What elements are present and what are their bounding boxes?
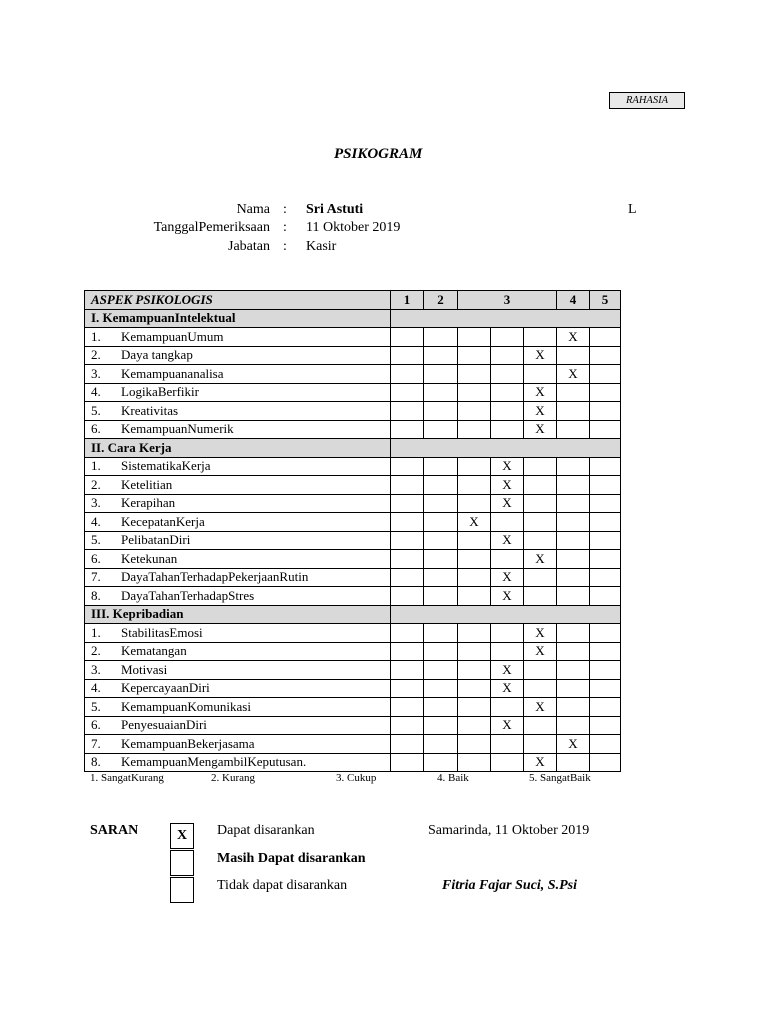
score-cell[interactable] [590,402,621,421]
score-cell[interactable] [590,679,621,698]
item-number: 4. [91,513,101,529]
item-number: 3. [91,661,101,677]
score-cell[interactable] [391,420,424,439]
score-cell[interactable] [557,550,590,569]
score-cell[interactable] [524,328,557,347]
item-number: 8. [91,754,101,770]
score-cell[interactable] [524,716,557,735]
score-cell[interactable] [491,365,524,384]
gender-value: L [628,202,637,217]
aspect-cell [85,642,391,661]
score-cell[interactable] [524,365,557,384]
score-cell[interactable] [590,383,621,402]
section-title: III. Kepribadian [85,605,391,624]
score-cell[interactable] [424,402,458,421]
score-cell[interactable] [391,457,424,476]
score-cell[interactable] [424,568,458,587]
item-name: KemampuanMengambilKeputusan. [121,754,307,770]
aspect-cell [85,457,391,476]
score-cell[interactable] [458,679,491,698]
item-name: KemampuanUmum [121,328,224,344]
score-cell[interactable] [491,753,524,772]
score-cell[interactable] [557,661,590,680]
score-cell[interactable] [458,383,491,402]
score-cell[interactable] [391,550,424,569]
score-mark[interactable]: X [491,531,524,550]
table-row [85,661,621,680]
item-number: 1. [91,328,101,344]
score-cell[interactable] [391,698,424,717]
score-cell[interactable] [424,328,458,347]
score-cell[interactable] [590,661,621,680]
score-cell[interactable] [590,642,621,661]
position-value: Kasir [306,239,337,254]
score-cell[interactable] [391,753,424,772]
item-number: 5. [91,402,101,418]
item-name: LogikaBerfikir [121,384,199,400]
score-cell[interactable] [424,513,458,532]
score-mark[interactable]: X [524,624,557,643]
item-name: DayaTahanTerhadapPekerjaanRutin [121,569,309,585]
score-cell[interactable] [424,642,458,661]
score-cell[interactable] [391,568,424,587]
score-mark[interactable]: X [557,365,590,384]
score-mark[interactable]: X [491,587,524,606]
legend-item: 3. Cukup [336,772,377,784]
item-number: 3. [91,495,101,511]
psychogram-table [84,290,621,772]
score-mark[interactable]: X [524,698,557,717]
score-mark[interactable]: X [491,661,524,680]
score-cell[interactable] [557,476,590,495]
aspect-cell [85,328,391,347]
score-cell[interactable] [590,513,621,532]
table-row [85,550,621,569]
score-mark[interactable]: X [524,642,557,661]
item-name: Kerapihan [121,495,176,511]
score-cell[interactable] [458,753,491,772]
name-value: Sri Astuti [306,202,364,217]
score-cell[interactable] [391,642,424,661]
score-cell[interactable] [424,346,458,365]
aspect-cell [85,476,391,495]
score-cell[interactable] [590,550,621,569]
score-1-header: 1 [391,291,424,310]
table-row [85,679,621,698]
aspect-cell [85,735,391,754]
item-name: Ketekunan [121,550,178,566]
score-cell[interactable] [491,346,524,365]
score-cell[interactable] [458,550,491,569]
score-cell[interactable] [524,457,557,476]
score-cell[interactable] [458,642,491,661]
score-cell[interactable] [424,753,458,772]
table-row [85,753,621,772]
score-cell[interactable] [424,494,458,513]
score-cell[interactable] [391,494,424,513]
option-not-recommended: Tidak dapat disarankan [217,878,348,893]
score-cell[interactable] [391,383,424,402]
score-cell[interactable] [458,661,491,680]
score-cell[interactable] [458,494,491,513]
table-row [85,402,621,421]
score-cell[interactable] [458,531,491,550]
score-cell[interactable] [524,494,557,513]
score-cell[interactable] [424,587,458,606]
score-cell[interactable] [590,346,621,365]
aspect-cell [85,753,391,772]
table-row [85,735,621,754]
score-cell[interactable] [524,587,557,606]
legend-item: 5. SangatBaik [529,772,591,784]
score-cell[interactable] [524,476,557,495]
score-cell[interactable] [491,513,524,532]
table-row [85,531,621,550]
score-cell[interactable] [424,716,458,735]
item-name: SistematikaKerja [121,458,211,474]
item-number: 4. [91,680,101,696]
score-cell[interactable] [491,550,524,569]
score-cell[interactable] [557,587,590,606]
place-date: Samarinda, 11 Oktober 2019 [428,823,590,838]
score-cell[interactable] [424,550,458,569]
score-mark[interactable]: X [491,494,524,513]
score-cell[interactable] [424,735,458,754]
score-mark[interactable]: X [491,457,524,476]
score-cell[interactable] [557,753,590,772]
score-cell[interactable] [458,587,491,606]
score-cell[interactable] [590,698,621,717]
item-name: PelibatanDiri [121,532,191,548]
score-mark[interactable]: X [491,679,524,698]
table-row [85,476,621,495]
score-cell[interactable] [458,735,491,754]
score-cell[interactable] [524,513,557,532]
score-cell[interactable] [590,494,621,513]
score-cell[interactable] [424,457,458,476]
item-number: 7. [91,569,101,585]
table-row [85,716,621,735]
item-name: Kematangan [121,643,187,659]
score-cell[interactable] [590,587,621,606]
score-cell[interactable] [458,420,491,439]
score-cell[interactable] [590,568,621,587]
score-cell[interactable] [491,698,524,717]
score-cell[interactable] [590,420,621,439]
item-number: 6. [91,421,101,437]
table-row [85,568,621,587]
item-name: DayaTahanTerhadapStres [121,587,255,603]
item-number: 2. [91,347,101,363]
score-cell[interactable] [391,402,424,421]
score-cell[interactable] [590,457,621,476]
item-name: Kreativitas [121,402,179,418]
item-number: 2. [91,476,101,492]
score-cell[interactable] [557,698,590,717]
score-cell[interactable] [391,679,424,698]
table-row [85,624,621,643]
score-cell[interactable] [524,568,557,587]
section-title: I. KemampuanIntelektual [85,309,391,328]
item-name: KemampuanBekerjasama [121,735,255,751]
score-cell[interactable] [424,383,458,402]
score-cell[interactable] [491,383,524,402]
name-label: Nama [236,202,270,217]
score-cell[interactable] [557,513,590,532]
aspect-cell [85,679,391,698]
score-mark[interactable]: X [524,753,557,772]
score-cell[interactable] [524,735,557,754]
option-recommended: Dapat disarankan [217,823,315,838]
score-mark[interactable]: X [458,513,491,532]
item-number: 6. [91,550,101,566]
score-cell[interactable] [458,457,491,476]
aspect-cell [85,346,391,365]
score-cell[interactable] [491,642,524,661]
score-cell[interactable] [391,624,424,643]
score-cell[interactable] [391,365,424,384]
score-cell[interactable] [590,531,621,550]
section-fill [391,309,621,328]
score-cell[interactable] [557,346,590,365]
score-cell[interactable] [391,587,424,606]
table-row [85,383,621,402]
score-cell[interactable] [590,716,621,735]
score-cell[interactable] [424,531,458,550]
score-cell[interactable] [557,624,590,643]
score-cell[interactable] [590,328,621,347]
score-cell[interactable] [424,698,458,717]
score-mark[interactable]: X [524,383,557,402]
score-mark[interactable]: X [491,476,524,495]
score-cell[interactable] [458,346,491,365]
aspect-cell [85,716,391,735]
score-mark[interactable]: X [524,402,557,421]
score-mark[interactable]: X [524,420,557,439]
score-mark[interactable]: X [491,716,524,735]
legend-item: 2. Kurang [211,772,255,784]
still-recommended-checkbox[interactable] [170,850,194,876]
score-cell[interactable] [391,328,424,347]
item-name: KemampuanNumerik [121,421,234,437]
score-cell[interactable] [524,661,557,680]
table-row [85,494,621,513]
score-cell[interactable] [391,735,424,754]
score-cell[interactable] [590,365,621,384]
score-2-header: 2 [424,291,458,310]
section-fill [391,605,621,624]
score-cell[interactable] [424,365,458,384]
score-cell[interactable] [491,328,524,347]
legend-item: 4. Baik [437,772,469,784]
item-name: StabilitasEmosi [121,624,203,640]
score-cell[interactable] [424,679,458,698]
exam-date-colon: : [283,220,287,235]
exam-date-value: 11 Oktober 2019 [306,220,401,235]
score-cell[interactable] [458,365,491,384]
item-number: 5. [91,698,101,714]
aspect-cell [85,624,391,643]
item-number: 5. [91,532,101,548]
item-number: 7. [91,735,101,751]
score-cell[interactable] [491,735,524,754]
table-row [85,642,621,661]
score-cell[interactable] [557,383,590,402]
table-row [85,587,621,606]
aspect-header: ASPEK PSIKOLOGIS [85,291,391,310]
score-mark[interactable]: X [557,735,590,754]
aspect-cell [85,494,391,513]
score-cell[interactable] [424,661,458,680]
score-cell[interactable] [557,568,590,587]
item-number: 1. [91,624,101,640]
table-row [85,698,621,717]
item-number: 6. [91,717,101,733]
score-4-header: 4 [557,291,590,310]
item-name: PenyesuaianDiri [121,717,207,733]
score-mark[interactable]: X [524,550,557,569]
score-cell[interactable] [458,476,491,495]
score-cell[interactable] [557,716,590,735]
score-5-header: 5 [590,291,621,310]
recommended-checkbox[interactable]: X [170,823,194,849]
score-cell[interactable] [424,420,458,439]
aspect-cell [85,698,391,717]
score-mark[interactable]: X [524,346,557,365]
item-name: KepercayaanDiri [121,680,210,696]
exam-date-label: TanggalPemeriksaan [153,220,270,235]
score-cell[interactable] [391,476,424,495]
score-cell[interactable] [491,402,524,421]
score-cell[interactable] [491,624,524,643]
aspect-cell [85,661,391,680]
score-cell[interactable] [524,679,557,698]
score-cell[interactable] [557,642,590,661]
name-colon: : [283,202,287,217]
section-row [85,605,621,624]
saran-label: SARAN [90,823,139,838]
aspect-cell [85,568,391,587]
score-cell[interactable] [557,679,590,698]
score-cell[interactable] [590,735,621,754]
section-title: II. Cara Kerja [85,439,391,458]
item-number: 1. [91,458,101,474]
score-cell[interactable] [458,716,491,735]
position-colon: : [283,239,287,254]
legend-item: 1. SangatKurang [90,772,164,784]
aspect-cell [85,531,391,550]
aspect-cell [85,402,391,421]
item-name: Motivasi [121,661,168,677]
table-row [85,513,621,532]
score-cell[interactable] [458,568,491,587]
score-cell[interactable] [458,402,491,421]
score-cell[interactable] [458,328,491,347]
score-cell[interactable] [557,420,590,439]
score-cell[interactable] [557,402,590,421]
signer-name: Fitria Fajar Suci, S.Psi [442,878,577,893]
item-number: 8. [91,587,101,603]
item-name: KemampuanKomunikasi [121,698,251,714]
section-fill [391,439,621,458]
confidential-stamp: RAHASIA [609,92,685,109]
position-label: Jabatan [228,239,270,254]
item-name: Ketelitian [121,476,173,492]
table-row [85,365,621,384]
item-name: KecepatanKerja [121,513,205,529]
table-row [85,457,621,476]
score-cell[interactable] [524,531,557,550]
score-cell[interactable] [391,346,424,365]
score-cell[interactable] [590,753,621,772]
item-number: 4. [91,384,101,400]
score-cell[interactable] [391,716,424,735]
aspect-cell [85,587,391,606]
item-number: 3. [91,365,101,381]
score-cell[interactable] [557,457,590,476]
aspect-cell [85,420,391,439]
aspect-cell [85,383,391,402]
table-header-row [85,291,621,310]
document-title: PSIKOGRAM [334,146,423,162]
score-cell[interactable] [491,420,524,439]
option-still-recommended: Masih Dapat disarankan [217,851,366,866]
score-mark[interactable]: X [557,328,590,347]
score-cell[interactable] [590,476,621,495]
score-cell[interactable] [557,494,590,513]
score-cell[interactable] [391,531,424,550]
score-cell[interactable] [458,698,491,717]
score-cell[interactable] [391,661,424,680]
score-cell[interactable] [391,513,424,532]
score-cell[interactable] [590,624,621,643]
aspect-cell [85,365,391,384]
score-mark[interactable]: X [491,568,524,587]
not-recommended-checkbox[interactable] [170,877,194,903]
aspect-cell [85,550,391,569]
aspect-cell [85,513,391,532]
item-number: 2. [91,643,101,659]
score-3-header: 3 [458,291,557,310]
table-row [85,420,621,439]
item-name: Daya tangkap [121,347,193,363]
score-cell[interactable] [458,624,491,643]
score-cell[interactable] [424,624,458,643]
item-name: Kemampuananalisa [121,365,224,381]
table-row [85,328,621,347]
table-row [85,346,621,365]
score-cell[interactable] [424,476,458,495]
section-row [85,309,621,328]
section-row [85,439,621,458]
score-cell[interactable] [557,531,590,550]
